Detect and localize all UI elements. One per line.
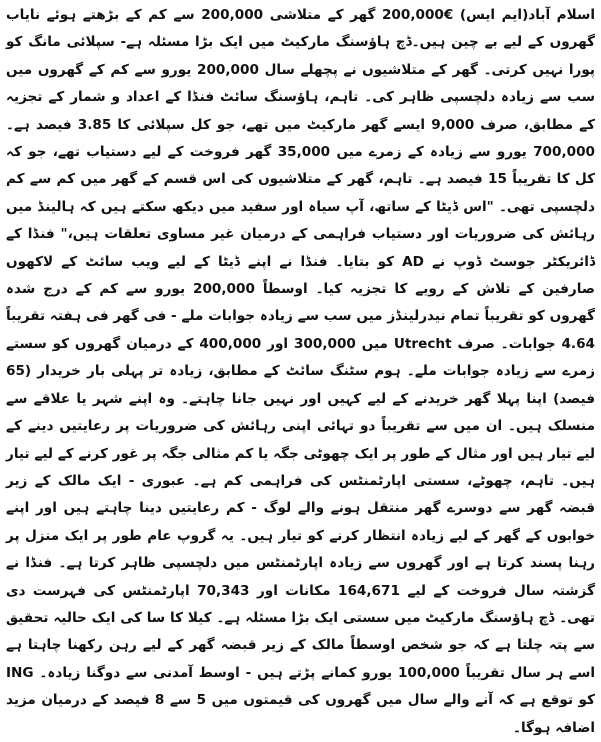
article-paragraph: اسلام آباد(ایم ایس) €200,000 گھر کے متلاشی 200,000 سے کم کے بڑھتے ہوئے نایاب گھروں کے لیے بے چین ہیں۔ڈچ ہاؤسنگ مارکیٹ میں ایک بڑا مسئلہ ہے- سپلائی مانگ کو پورا نہیں کرتی۔ گھر کے متلاشیوں نے پچھلے سال 200,000 یورو سے کم کے گھروں میں سب سے زیادہ دلچسپی ظاہر کی۔ تاہم، ہاؤسنگ سائٹ فنڈا کے اعداد و شمار کے تجزیہ کے مطابق، صرف 9,000 ایسے گھر مارکیٹ میں تھے، جو کل سپلائی کا 3.85 فیصد ہے۔ 700,000 یورو سے زیادہ کے زمرے میں 35,000 گھر فروخت کے لیے دستیاب تھے، جو کہ کل کا تقریباً 15 فیصد ہے۔ تاہم، گھر کے متلاشیوں کی اس قسم کے گھر میں کم سے کم دلچسپی تھی۔ "اس ڈیٹا کے ساتھ، آپ سیاہ اور سفید میں دیکھ سکتے ہیں کہ ہالینڈ میں رہائش کی ضروریات اور دستیاب فراہمی کے درمیان غیر مساوی تعلقات ہیں،" فنڈا کے ڈائریکٹر جوسٹ ڈوپ نے AD کو بتایا۔ فنڈا نے اپنے ڈیٹا کے لیے ویب سائٹ کے لاکھوں صارفین کے تلاش کے رویے کا تجزیہ کیا۔ اوسطاً 200,000 یورو سے کم کے درج شدہ گھروں کو تقریباً تمام نیدرلینڈز میں سب سے زیادہ جوابات ملے - فی گھر فی ہفتہ تقریباً 4.64 جوابات۔ صرف Utrecht میں 300,000 اور 400,000 کے درمیان گھروں کو سستے زمرے سے زیادہ جوابات ملے۔ ہوم سٹنگ سائٹ کے مطابق، زیادہ تر پہلی بار خریدار (65 فیصد) اپنا پہلا گھر خریدنے کے لیے کہیں اور نہیں جانا چاہتے۔ وہ اپنے شہر یا علاقے سے منسلک ہیں۔ ان میں سے تقریباً دو تہائی اپنی رہائش کی ضروریات پر رعایتیں دینے کے لیے تیار ہیں اور مثال کے طور پر ایک چھوٹی جگہ یا کم مثالی جگہ پر غور کرنے کے لیے تیار ہیں۔ تاہم، چھوٹے، سستی اپارٹمنٹس کی فراہمی کم ہے۔ عبوری - ایک مالک کے زیر قبضہ گھر سے دوسرے گھر منتقل ہونے والے لوگ - کم رعایتیں دینا چاہتے ہیں اور اپنے خوابوں کے گھر کے لیے زیادہ انتظار کرنے کو تیار ہیں۔ یہ گروپ عام طور پر ایک منزل پر رہنا پسند کرتا ہے اور گھروں سے زیادہ اپارٹمنٹس میں دلچسپی ظاہر کرتا ہے۔ فنڈا نے گزشتہ سال فروخت کے لیے 164,671 مکانات اور 70,343 اپارٹمنٹس کی فہرست دی تھی۔ ڈچ ہاؤسنگ مارکیٹ میں سستی ایک بڑا مسئلہ ہے۔ کیلا کا سا کی ایک حالیہ تحقیق سے پتہ چلتا ہے کہ جو شخص اوسطاً مالک کے زیر قبضہ گھر کے لیے رہن رکھنا چاہتا ہے اسے ہر سال تقریباً 100,000 یورو کمانے پڑتے ہیں - اوسط آمدنی سے دوگنا زیادہ۔ ING کو توقع ہے کہ آنے والے سال میں گھروں کی قیمتوں میں 5 سے 8 فیصد کے درمیان مزید اضافہ ہوگا۔ <box>6 7 596 736</box>
article-body <box>6 2 595 742</box>
